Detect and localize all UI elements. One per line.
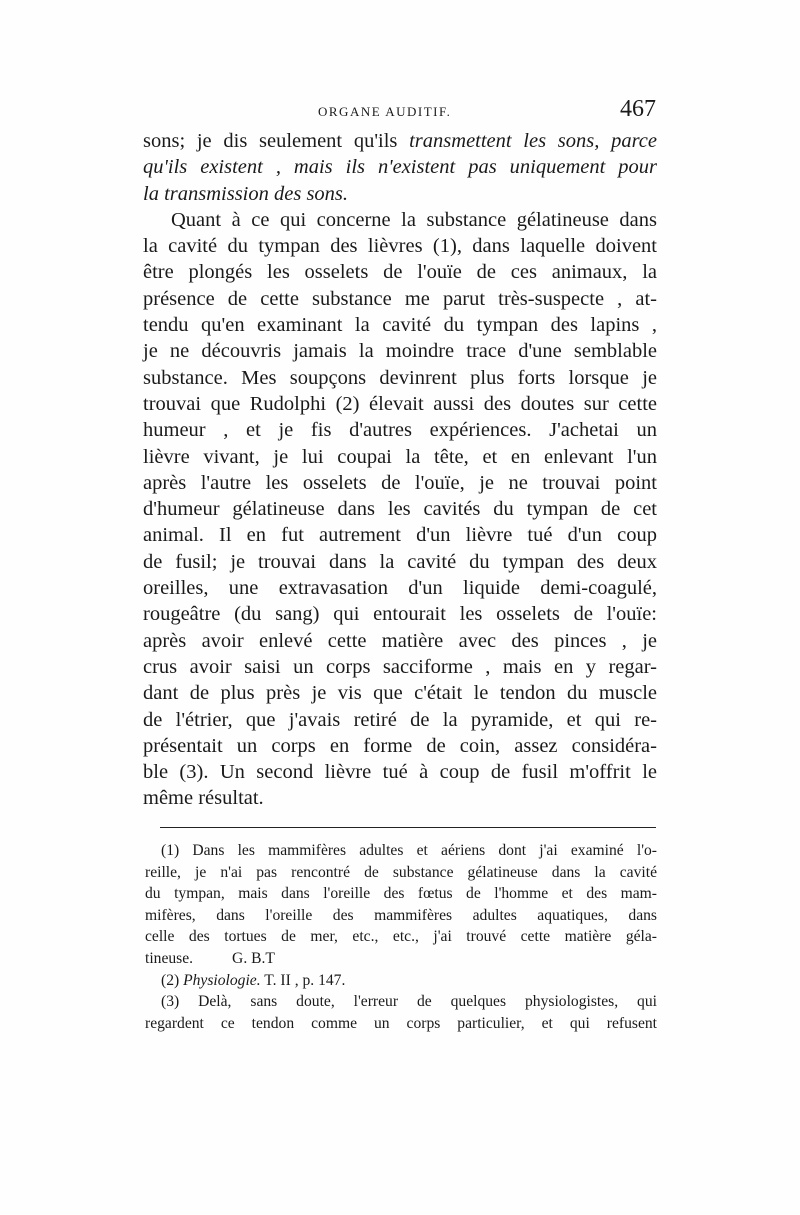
main-text <box>143 128 657 812</box>
text-line: après l'autre les osselets de l'ouïe, je ne trouvai point <box>143 471 657 494</box>
text-line: je ne découvris jamais la moindre trace d'une semblable <box>143 340 657 363</box>
running-header <box>0 98 800 126</box>
text-line: lièvre vivant, je lui coupai la tête, et en enlevant l'un <box>143 445 657 468</box>
footnote-line: du tympan, mais dans l'oreille des fœtus de l'homme et des mam- <box>145 885 657 903</box>
text-line <box>143 154 657 180</box>
text-line: présence de cette substance me parut très-suspecte , at- <box>143 287 657 310</box>
text-line: la cavité du tympan des lièvres (1), dans laquelle doivent <box>143 235 657 258</box>
text-line-italic: la transmission des sons. <box>143 182 349 205</box>
footnote-marker: (2) <box>161 971 184 989</box>
footnote-line: reille, je n'ai pas rencontré de substance gélatineuse dans la cavité <box>145 863 657 881</box>
footnote-line: (3) Delà, sans doute, l'erreur de quelques physiologistes, qui <box>161 993 657 1011</box>
footnote-3 <box>145 991 657 1034</box>
footnote-rule <box>160 827 656 828</box>
text-line: Quant à ce qui concerne la substance gélatineuse dans <box>171 208 657 231</box>
text-line: animal. Il en fut autrement d'un lièvre tué d'un coup <box>143 524 657 547</box>
footnote-line <box>145 970 657 992</box>
text-line: après avoir enlevé cette matière avec des pinces , je <box>143 629 657 652</box>
text-line-roman: sons; je dis seulement qu'ils <box>143 130 398 152</box>
footnote-line: regardent ce tendon comme un corps particulier, et qui refusent <box>145 1014 657 1032</box>
text-line-italic: qu'ils existent , mais ils n'existent pas uniquement pour <box>143 156 657 179</box>
footnote-line: celle des tortues de mer, etc., etc., j'ai trouvé cette matière géla- <box>145 928 657 946</box>
footnotes <box>145 840 657 1034</box>
text-line: substance. Mes soupçons devinrent plus forts lorsque je <box>143 366 657 389</box>
footnote-line: (1) Dans les mammifères adultes et aériens dont j'ai examiné l'o- <box>161 842 657 859</box>
text-line: humeur , et je fis d'autres expériences. J'achetai un <box>143 419 657 442</box>
text-line: tendu qu'en examinant la cavité du tympan des lapins , <box>143 314 657 337</box>
text-line: de l'étrier, que j'avais retiré de la pyramide, et qui re- <box>143 708 657 731</box>
running-title: ORGANE AUDITIF. <box>318 104 452 119</box>
text-line: trouvai que Rudolphi (2) élevait aussi des doutes sur cette <box>143 392 657 415</box>
text-line: oreilles, une extravasation d'un liquide demi-coagulé, <box>143 577 657 600</box>
footnote-citation-detail: T. II , p. 147. <box>260 971 346 989</box>
footnote-1 <box>145 840 657 970</box>
footnote-2 <box>145 970 657 992</box>
text-line <box>143 181 657 207</box>
text-line: être plongés les osselets de l'ouïe de ces animaux, la <box>143 261 657 284</box>
text-line: de fusil; je trouvai dans la cavité du tympan des deux <box>143 550 657 573</box>
footnote-line: tineuse. G. B.T <box>145 949 275 967</box>
text-line: crus avoir saisi un corps sacciforme , mais en y regar- <box>143 655 657 678</box>
text-line: présentait un corps en forme de coin, assez considéra- <box>143 734 657 757</box>
text-line: dant de plus près je vis que c'était le tendon du muscle <box>143 682 657 705</box>
text-line <box>143 128 657 154</box>
page-number: 467 <box>620 96 656 122</box>
text-line: d'humeur gélatineuse dans les cavités du tympan de cet <box>143 498 657 521</box>
text-line: ble (3). Un second lièvre tué à coup de fusil m'offrit le <box>143 761 657 784</box>
footnote-line: mifères, dans l'oreille des mammifères adultes aquatiques, dans <box>145 906 657 924</box>
text-line: même résultat. <box>143 787 264 810</box>
text-line: rougeâtre (du sang) qui entourait les osselets de l'ouïe: <box>143 603 657 626</box>
footnote-citation-title: Physiologie. <box>183 971 261 989</box>
text-line-italic: transmettent les sons, parce <box>409 130 657 152</box>
